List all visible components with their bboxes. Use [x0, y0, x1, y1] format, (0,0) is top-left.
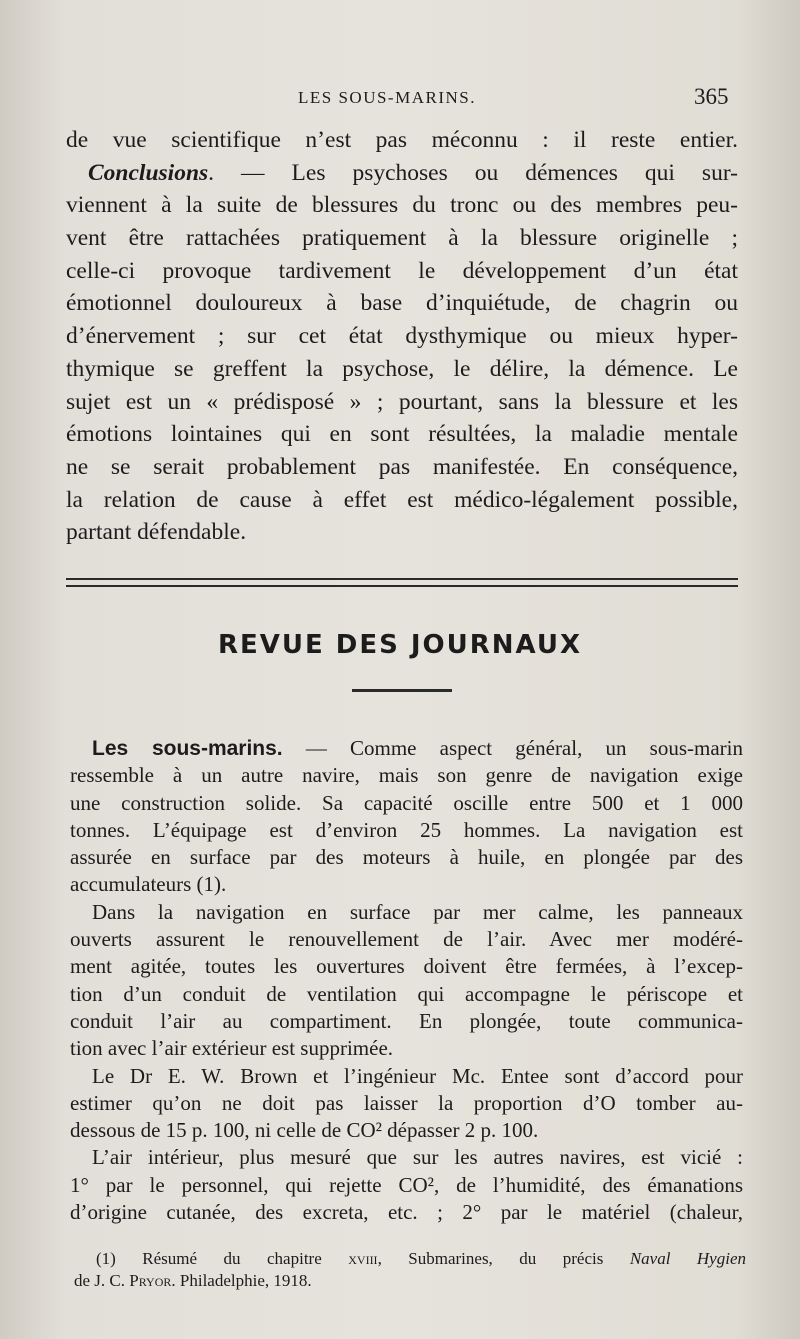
author-name: Pryor	[129, 1271, 172, 1290]
text-line: ouverts assurent le renouvellement de l’air. Avec mer modéré-	[70, 927, 743, 952]
text-line: partant défendable.	[66, 519, 247, 546]
conclusions-heading: Conclusions	[88, 159, 209, 186]
text-line: Conclusions. — Les psychoses ou démences qui sur-	[88, 159, 738, 186]
text-line: L’air intérieur, plus mesuré que sur les autres navires, est vicié :	[92, 1145, 743, 1170]
text-line: sujet est un « prédisposé » ; pourtant, sans la blessure et les	[66, 388, 738, 415]
section-title: REVUE DES JOURNAUX	[217, 630, 583, 660]
text-line: d’origine cutanée, des excreta, etc. ; 2° par le matériel (chaleur,	[70, 1200, 743, 1225]
text-line: accumulateurs (1).	[70, 872, 227, 897]
text-line: thymique se greffent la psychose, le délire, la démence. Le	[66, 355, 738, 382]
title-underline	[352, 689, 452, 692]
running-head	[0, 84, 800, 114]
text-line: émotions lointaines qui en sont résultées, la maladie mentale	[66, 421, 738, 448]
text-line: Le Dr E. W. Brown et l’ingénieur Mc. Entee sont d’accord pour	[92, 1063, 743, 1088]
text-line: Les sous-marins. — Comme aspect général, un sous-marin	[92, 736, 744, 760]
text-line: conduit l’air au compartiment. En plongée, toute communica-	[70, 1008, 743, 1033]
article-text	[70, 735, 743, 1226]
text-line: dessous de 15 p. 100, ni celle de CO² dépasser 2 p. 100.	[70, 1118, 539, 1143]
article-heading: Les sous-marins.	[92, 737, 283, 760]
book-title: Naval Hygien	[629, 1249, 747, 1268]
text-line: ment agitée, toutes les ouvertures doivent être fermées, à l’excep-	[70, 954, 743, 979]
text-line: la relation de cause à effet est médico-légalement possible,	[66, 486, 738, 513]
text-line: une construction solide. Sa capacité oscille entre 500 et 1 000	[70, 790, 743, 815]
text-line: d’énervement ; sur cet état dysthymique ou mieux hyper-	[66, 323, 738, 350]
text-line: 1° par le personnel, qui rejette CO², de l’humidité, des émanations	[70, 1172, 743, 1197]
text-line: de vue scientifique n’est pas méconnu : il reste entier.	[66, 127, 738, 153]
running-head-title: LES SOUS-MARINS.	[298, 88, 476, 107]
text-line: tonnes. L’équipage est d’environ 25 hommes. La navigation est	[70, 817, 743, 842]
footnote-line: (1) Résumé du chapitre xviii, Submarines, du précis Naval Hygien	[96, 1249, 747, 1268]
text-line: tion d’un conduit de ventilation qui accompagne le périscope et	[70, 981, 743, 1006]
page-number: 365	[694, 84, 729, 109]
text-line: vent être rattachées pratiquement à la blessure originelle ;	[66, 225, 738, 252]
text-line: assurée en surface par des moteurs à huile, en plongée par des	[70, 845, 743, 870]
footnote	[74, 1248, 746, 1292]
section-divider-top	[66, 578, 738, 580]
conclusions-paragraph	[66, 124, 738, 549]
text-line: celle-ci provoque tardivement le développement d’un état	[66, 257, 738, 284]
text-line: Dans la navigation en surface par mer calme, les panneaux	[92, 899, 743, 924]
section-divider-bottom	[66, 585, 738, 587]
text-line: émotionnel douloureux à base d’inquiétude, de chagrin ou	[66, 290, 738, 317]
text-line: tion avec l’air extérieur est supprimée.	[70, 1036, 394, 1061]
text-line: estimer qu’on ne doit pas laisser la proportion d’O tomber au-	[70, 1090, 743, 1115]
text-line: ne se serait probablement pas manifestée. En conséquence,	[66, 453, 738, 480]
footnote-line: de J. C. Pryor. Philadelphie, 1918.	[74, 1271, 312, 1290]
chapter-number: xviii	[348, 1249, 378, 1268]
text-line: ressemble à un autre navire, mais son genre de navigation exige	[70, 763, 743, 788]
text-line: viennent à la suite de blessures du tronc ou des membres peu-	[66, 192, 738, 219]
